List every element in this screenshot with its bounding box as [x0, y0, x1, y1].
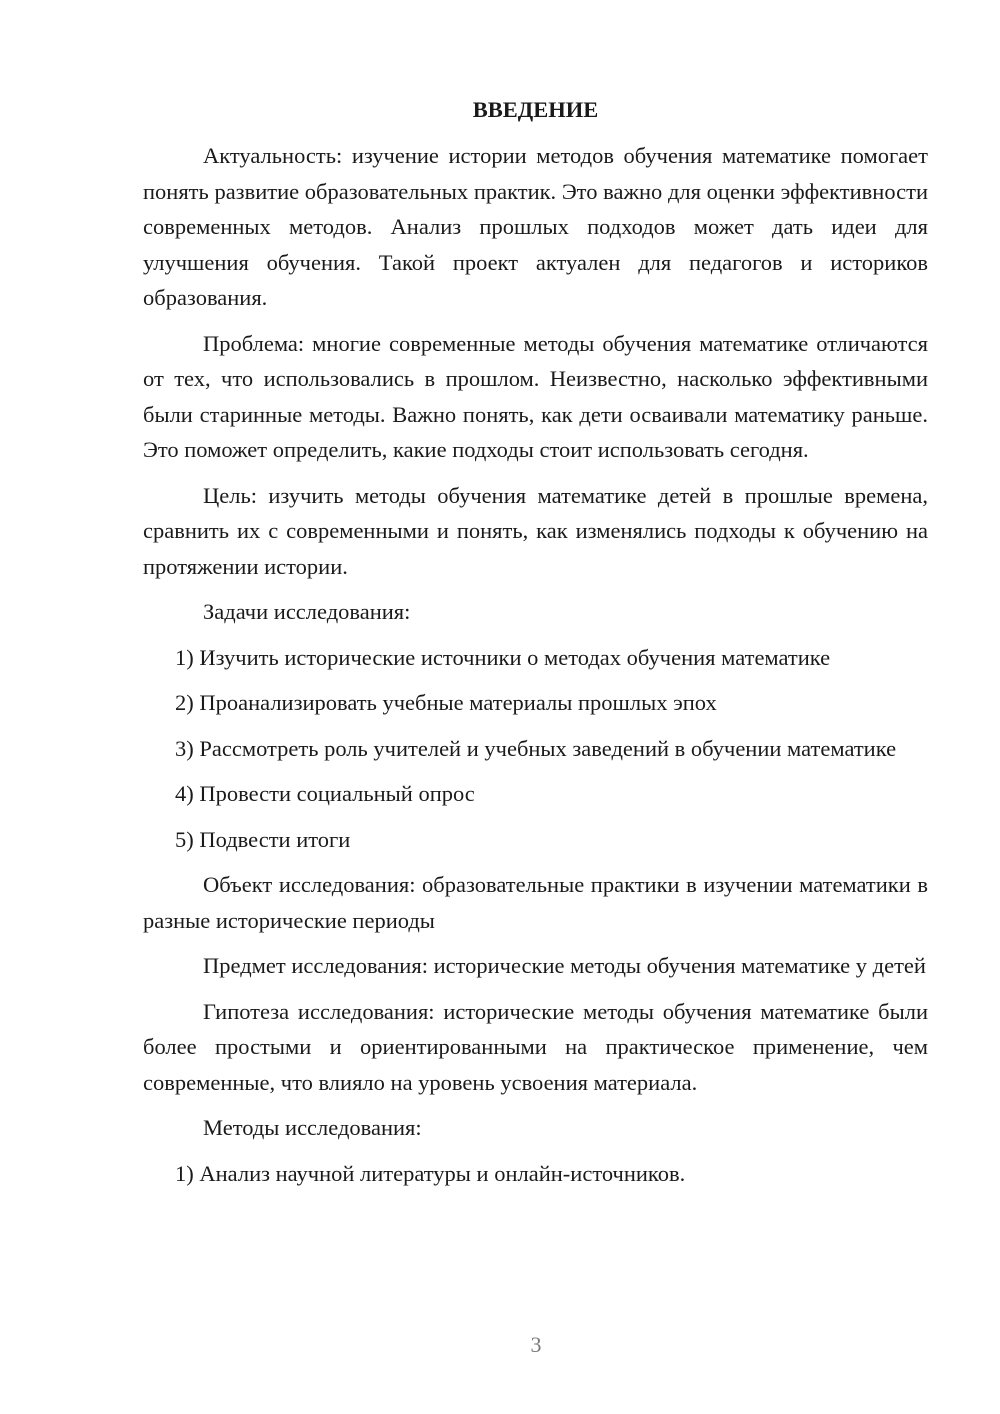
task-item-5: 5) Подвести итоги [175, 826, 351, 852]
paragraph-subject: Предмет исследования: исторические методы обучения математике у детей [203, 953, 926, 978]
paragraph-object: Объект исследования: образовательные практики в изучении математики в разные исторические периоды [143, 872, 928, 933]
task-item-3: 3) Рассмотреть роль учителей и учебных заведений в обучении математике [175, 735, 897, 761]
tasks-heading: Задачи исследования: [203, 599, 411, 624]
methods-heading: Методы исследования: [203, 1115, 422, 1140]
paragraph-hypothesis: Гипотеза исследования: исторические методы обучения математике были более простыми и ориентированными на практическое применение, чем современные, что влияло на уровень усвоения материала. [143, 998, 928, 1095]
method-item-1: 1) Анализ научной литературы и онлайн-источников. [175, 1160, 686, 1186]
paragraph-relevance: Актуальность: изучение истории методов обучения математике помогает понять развитие образовательных практик. Это важно для оценки эффективности современных методов. Анализ прошлых подходов может дать идеи для улучшения обучения. Такой проект актуален для педагогов и историков образования. [143, 143, 928, 310]
paragraph-goal: Цель: изучить методы обучения математике детей в прошлые времена, сравнить их с современными и понять, как изменялись подходы к обучению на протяжении истории. [143, 482, 928, 579]
paragraph-problem: Проблема: многие современные методы обучения математике отличаются от тех, что использовались в прошлом. Неизвестно, насколько эффективными были старинные методы. Важно понять, как дети осваивали математику раньше. Это поможет определить, какие подходы стоит использовать сегодня. [143, 330, 928, 462]
task-item-4: 4) Провести социальный опрос [175, 781, 475, 806]
task-item-2: 2) Проанализировать учебные материалы прошлых эпох [175, 690, 717, 715]
task-item-1: 1) Изучить исторические источники о методах обучения математике [175, 644, 831, 670]
page-title: ВВЕДЕНИЕ [472, 97, 599, 122]
page-number: 3 [530, 1332, 542, 1357]
page-content [143, 90, 928, 1201]
